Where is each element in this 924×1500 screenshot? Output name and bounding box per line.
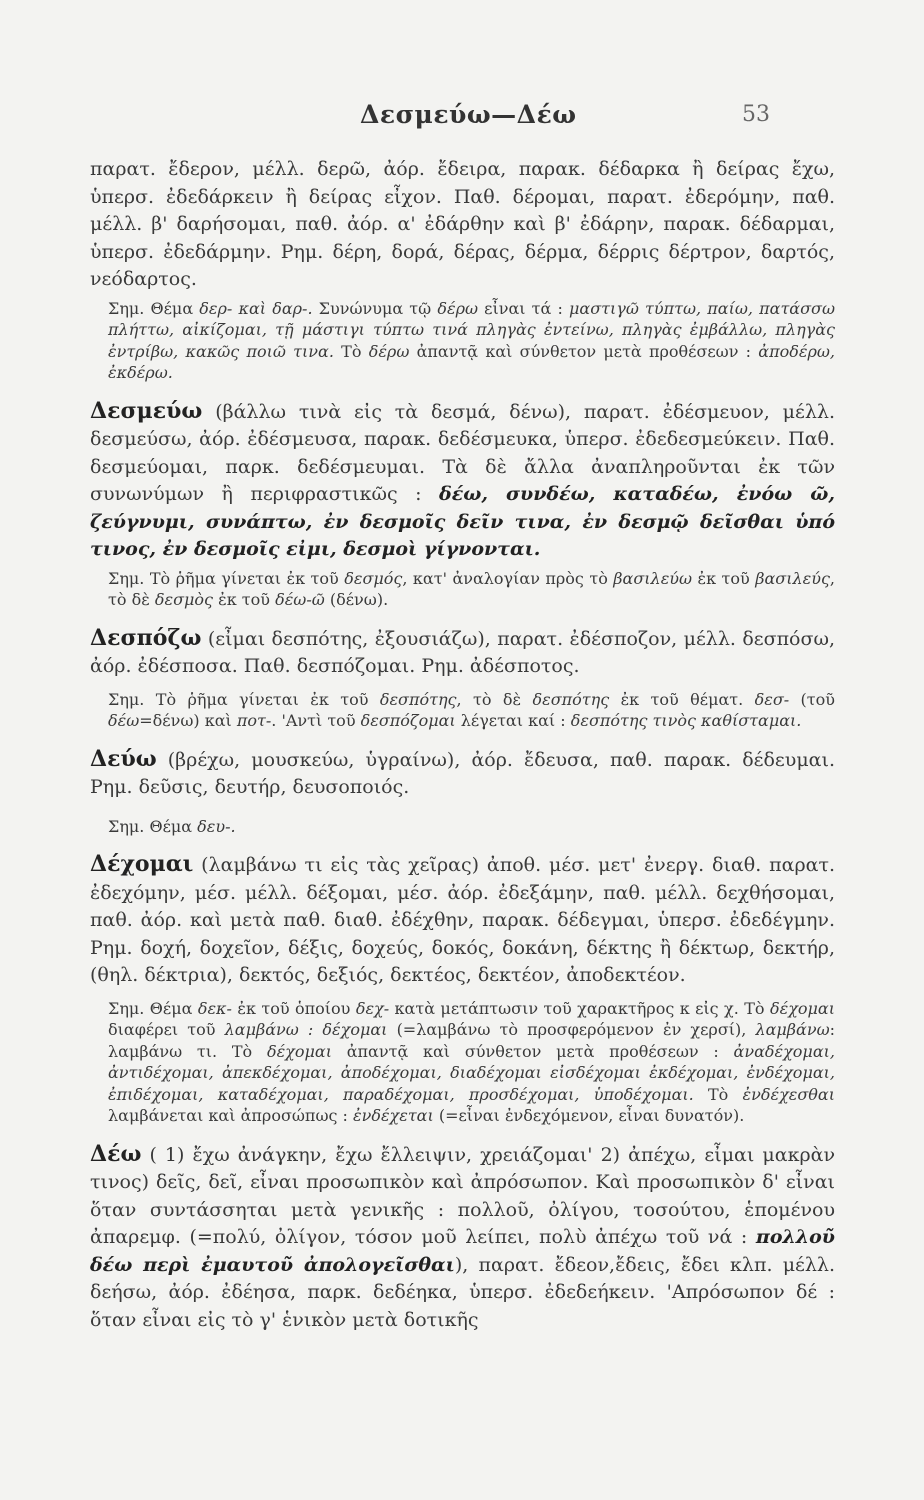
italic-run: δέρω <box>368 341 410 361</box>
text-run: (βάλλω τινὰ εἰς τὰ δεσμά, δένω), παρατ. ἐδέσμευον, μέλλ. δεσμεύσω, ἀόρ. ἐδέσμευσα, παρακ. δεδέσμευκα, ὑπερσ. ἐδεδεσμεύκειν. Παθ. δεσμεύομαι, παρκ. δεδέσμευμαι. Τὰ δὲ ἄλλα ἀναπληροῦνται ἐκ τῶν συνωνύμων ἢ περιφραστικῶς : <box>90 400 835 505</box>
italic-run: δέω-ῶ <box>275 590 325 609</box>
text-run: ( 1) ἔχω ἀνάγκην, ἔχω ἔλλειψιν, χρειάζομαι' 2) ἀπέχω, εἶμαι μακρὰν τινος) δεῖς, δεῖ, εἶναι προσωπικὸν καὶ ἀπρόσωπον. Καὶ προσωπικὸν δ' εἶναι ὅταν συντάσσηται μετὰ γενικῆς : πολλοῦ, ὀλίγου, τοσούτου, ἑπομένου ἀπαρεμφ. (=πολύ, ὀλίγον, τόσον μοῦ λείπει, πολὺ ἀπέχω τοῦ νά : <box>90 1143 835 1248</box>
text-run: (τοῦ <box>789 689 836 709</box>
text-run: ἐκ τοῦ <box>692 568 756 588</box>
note-paragraph <box>90 568 835 611</box>
italic-run: δέω <box>108 711 140 730</box>
text-run: (εἶμαι δεσπότης, ἐξουσιάζω), παρατ. ἐδέσποζον, μέλλ. δεσπόσω, ἀόρ. ἐδέσποσα. Παθ. δεσπόζομαι. Ρημ. ἀδέσποτος. <box>90 627 835 677</box>
text-run: ἐκ τοῦ ὁποίου <box>231 998 356 1018</box>
italic-run: βασιλεύς <box>755 568 830 588</box>
italic-run: δέχομαι <box>266 1041 332 1061</box>
note-paragraph <box>90 816 835 838</box>
text-run: παρατ. ἔδερον, μέλλ. δερῶ, ἀόρ. ἔδειρα, παρακ. δέδαρκα ἢ δείρας ἔχω, ὑπερσ. ἐδεδάρκειν ἢ δείρας εἶχον. Παθ. δέρομαι, παρατ. ἐδερόμην, παθ. μέλλ. β' δαρήσομαι, παθ. ἀόρ. α' ἐδάρθην καὶ β' ἐδάρην, παρακ. δέδαρμαι, ὑπερσ. ἐδεδάρμην. Ρημ. δέρη, δορά, δέρας, δέρμα, δέρρις δέρτρον, δαρτός, νεόδαρτος. <box>90 158 835 290</box>
text-run: =δένω) καὶ <box>139 711 237 730</box>
text-run: Σημ. Θέμα <box>108 298 200 318</box>
italic-run: δέχομαι <box>769 998 835 1018</box>
italic-run: λαμβάνω <box>755 1020 830 1039</box>
entry-paragraph <box>90 1141 835 1335</box>
text-run: κατὰ μετάπτωσιν τοῦ χαρακτῆρος κ εἰς χ. Τὸ <box>389 998 770 1018</box>
text-run: : λαμβάνω τι. Τὸ <box>108 1020 836 1061</box>
text-run: Συνώνυμα τῷ <box>312 298 438 318</box>
headword: Δέχομαι <box>90 851 194 877</box>
headword: Δεσπόζω <box>90 624 202 651</box>
page-body <box>90 148 835 1334</box>
text-run: ἐκ τοῦ <box>213 590 276 609</box>
text-run: ἀπαντᾷ καὶ σύνθετον μετὰ προθέσεων : <box>409 341 759 361</box>
italic-run: μαστιγῶ τύπτω, παίω, πατάσσω πλήττω, αἰκίζομαι, τῇ μάστιγι τύπτω τινά πληγὰς ἐντείνω, πληγὰς ἐμβάλλω, πληγὰς ἐντρίβω, κακῶς ποιῶ τινα. <box>108 298 836 361</box>
italic-run: δεκ- <box>197 998 232 1018</box>
text-run: . 'Αντὶ τοῦ <box>271 711 361 730</box>
note-paragraph <box>90 298 835 384</box>
italic-run: δεσ- <box>754 689 790 709</box>
headword: Δεύω <box>90 745 157 772</box>
italic-run: δεσπότης <box>532 689 610 709</box>
italic-run: δεσπότης τινὸς καθίσταμαι. <box>570 711 802 730</box>
headword: Δεσμεύω <box>90 397 203 424</box>
italic-run: ἐνδέχεται <box>353 1106 434 1125</box>
text-run: Τὸ <box>333 341 369 361</box>
text-run: ), παρατ. ἔδεον,ἔδεις, ἔδει κλπ. μέλλ. δεήσω, ἀόρ. ἐδέησα, παρκ. δεδέηκα, ὑπερσ. ἐδεδεήκειν. 'Απρόσωπον δέ : ὅταν εἶναι εἰς τὸ γ' ἑνικὸν μετὰ δοτικῆς <box>90 1253 836 1331</box>
text-run: ἀπαντᾷ καὶ σύνθετον μετὰ προθέσεων : <box>331 1041 734 1061</box>
running-header <box>0 96 924 136</box>
italic-run: δευ-. <box>197 816 236 836</box>
italic-run: δερ- καὶ δαρ-. <box>199 298 313 318</box>
entry-paragraph <box>90 398 835 564</box>
text-run: (=λαμβάνω τὸ προσφερόμενον ἐν χερσί), <box>387 1020 756 1039</box>
text-run: (=εἶναι ἐνδεχόμενον, εἶναι δυνατόν). <box>433 1106 745 1125</box>
italic-run: ἀποδέρω, ἐκδέρω. <box>108 341 835 382</box>
italic-run: δεσμός <box>344 568 403 588</box>
text-run: (λαμβάνω τι εἰς τὰς χεῖρας) ἀποθ. μέσ. μετ' ἐνεργ. διαθ. παρατ. ἐδεχόμην, μέσ. μέλλ. δέξομαι, μέσ. ἀόρ. ἐδεξάμην, παθ. μέλλ. δεχθήσομαι, παθ. ἀόρ. καὶ μετὰ παθ. διαθ. ἐδέχθην, παρακ. δέδεγμαι, ὑπερσ. ἐδεδέγμην. Ρημ. δοχή, δοχεῖον, δέξις, δοχεύς, δοκός, δοκάνη, δέκτης ἢ δέκτωρ, δεκτήρ, (θηλ. δέκτρια), δεκτός, δεξιός, δεκτέος, δεκτέον, ἀποδεκτέον. <box>90 854 835 986</box>
headword: Δέω <box>90 1140 142 1167</box>
bold-italic-run: πολλοῦ δέω περὶ ἐμαυτοῦ ἀπολογεῖσθαι <box>90 1226 835 1276</box>
italic-run: δεσπότης <box>379 689 457 709</box>
italic-run: δεσμὸς <box>154 590 214 609</box>
page-number: 53 <box>742 102 770 127</box>
italic-run: δεσπόζομαι <box>360 711 456 730</box>
entry-paragraph <box>90 156 835 294</box>
italic-run: βασιλεύω <box>613 568 693 588</box>
italic-run: ἀναδέχομαι, ἀντιδέχομαι, ἀπεκδέχομαι, ἀποδέχομαι, διαδέχομαι εἰσδέχομαι ἐκδέχομαι, ἐνδέχομαι, ἐπιδέχομαι, καταδέχομαι, παραδέχομαι, προσδέχομαι, ὑποδέχομαι. <box>108 1041 835 1104</box>
text-run: Σημ. Τὸ ῥῆμα γίνεται ἐκ τοῦ <box>108 689 380 709</box>
text-run: λαμβάνεται καὶ ἀπροσώπως : <box>108 1106 354 1125</box>
italic-run: ποτ- <box>236 711 272 730</box>
text-run: εἶναι τά : <box>478 298 570 318</box>
text-run: , τὸ δὲ <box>108 568 835 609</box>
text-run: , τὸ δὲ <box>456 689 533 709</box>
entry-paragraph <box>90 851 835 990</box>
text-run: Σημ. Θέμα <box>108 816 198 836</box>
text-run: ἐκ τοῦ θέματ. <box>609 689 755 709</box>
italic-run: δέρω <box>437 298 479 318</box>
text-run: λέγεται καί : <box>455 711 571 730</box>
entry-paragraph <box>90 746 835 802</box>
text-run: διαφέρει τοῦ <box>108 1020 225 1039</box>
text-run: , κατ' ἀναλογίαν πρὸς τὸ <box>402 568 614 588</box>
text-run: (βρέχω, μουσκεύω, ὑγραίνω), ἀόρ. ἔδευσα, παθ. παρακ. δέδευμαι. Ρημ. δεῦσις, δευτήρ, δευσοποιός. <box>90 748 835 798</box>
bold-italic-run: δέω, συνδέω, καταδέω, ἐνόω ῶ, ζεύγνυμι, συνάπτω, ἐν δεσμοῖς δεῖν τινα, ἐν δεσμῷ δεῖσθαι ὑπό τινος, ἐν δεσμοῖς εἰμι, δεσμοὶ γίγνονται. <box>90 483 835 560</box>
text-run: Τὸ <box>693 1084 743 1104</box>
italic-run: ἐνδέχεσθαι <box>742 1084 835 1104</box>
text-run: (δένω). <box>324 590 389 609</box>
text-run: Σημ. Θέμα <box>108 998 198 1018</box>
italic-run: δεχ- <box>355 998 390 1018</box>
italic-run: λαμβάνω : δέχομαι <box>224 1020 388 1039</box>
text-run: Σημ. Τὸ ῥῆμα γίνεται ἐκ τοῦ <box>108 568 345 588</box>
entry-paragraph <box>90 625 835 681</box>
running-title: Δεσμεύω—Δέω <box>360 100 577 129</box>
note-paragraph <box>90 998 835 1127</box>
note-paragraph <box>90 689 835 732</box>
